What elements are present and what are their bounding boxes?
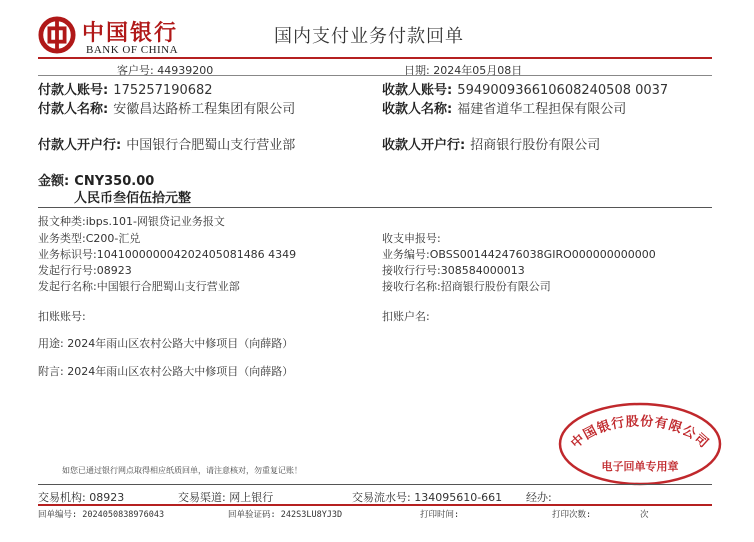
detail-value: ibps.101-网银贷记业务报文: [85, 215, 225, 228]
verify-code: 242S3LU8YJ3D: [280, 510, 343, 520]
detail-value: 308584000013: [440, 264, 525, 277]
verify-code-label: 回单验证码:: [228, 510, 276, 520]
detail-label: 发起行名称:: [38, 280, 97, 293]
payer-name-row: [38, 98, 295, 117]
payee-account: 594900936610608240508 0037: [457, 83, 669, 98]
footer-org: [38, 489, 124, 505]
print-count-label: 打印次数:: [552, 510, 592, 520]
divider: [38, 207, 712, 208]
payee-account-row: [382, 79, 668, 98]
deduct-account-row: [38, 308, 86, 324]
footer-serial: [352, 489, 502, 505]
detail-receive-bank-name: [382, 278, 551, 294]
payer-name-label: 付款人名称:: [38, 102, 109, 117]
detail-declaration-no: [382, 230, 441, 246]
footer-channel-label: 交易渠道:: [178, 491, 226, 504]
payer-name: 安徽昌达路桥工程集团有限公司: [113, 102, 296, 117]
purpose-row: [38, 335, 293, 351]
payer-bank-label: 付款人开户行:: [38, 138, 122, 153]
remark-label: 附言:: [38, 365, 64, 378]
payer-account-row: [38, 79, 213, 98]
divider: [38, 75, 712, 76]
footer-org-value: 08923: [89, 491, 125, 504]
print-time-label: 打印时间:: [420, 510, 460, 520]
detail-value: 中国银行合肥蜀山支行营业部: [96, 280, 240, 293]
detail-value: C200-汇兑: [85, 232, 141, 245]
payer-account-label: 付款人账号:: [38, 83, 109, 98]
brand-name-cn: 中国银行: [82, 20, 179, 46]
detail-business-id: [38, 246, 296, 262]
detail-business-no: [382, 246, 656, 262]
payer-bank-row: [38, 134, 295, 153]
detail-value: OBSS001442476038GIRO000000000000: [429, 248, 656, 261]
purpose-value: 2024年雨山区农村公路大中修项目（向薛路）: [67, 337, 294, 350]
footer-handler-label: 经办:: [526, 491, 552, 504]
footer-serial-label: 交易流水号:: [352, 491, 411, 504]
print-time-row: [420, 508, 459, 520]
print-count-row: [552, 508, 591, 520]
deduct-holder-label: 扣账户名:: [382, 310, 430, 323]
payee-account-label: 收款人账号:: [382, 83, 453, 98]
remark-row: [38, 363, 293, 379]
date-label: 日期:: [404, 64, 430, 77]
deduct-account-label: 扣账账号:: [38, 310, 86, 323]
customer-no-label: 客户号:: [117, 64, 154, 77]
amount-in-words: 人民币叁佰伍拾元整: [74, 191, 192, 206]
amount-value: CNY350.00: [74, 174, 155, 189]
seal-center-text: 电子回单专用章: [601, 460, 679, 473]
svg-text:中国银行股份有限公司: [568, 413, 713, 451]
date: 2024年05月08日: [433, 64, 523, 77]
bank-of-china-logo-icon: [38, 16, 76, 54]
detail-label: 报文种类:: [38, 215, 86, 228]
detail-label: 发起行行号:: [38, 264, 97, 277]
detail-label: 业务类型:: [38, 232, 86, 245]
footer-org-label: 交易机构:: [38, 491, 86, 504]
customer-no: 44939200: [157, 64, 214, 77]
page-title: 国内支付业务付款回单: [274, 26, 464, 47]
payee-name-row: [382, 98, 626, 117]
brand-name-en: BANK OF CHINA: [86, 44, 179, 56]
duplicate-notice: 如您已通过银行网点取得相应纸质回单，请注意核对，勿重复记账！: [62, 466, 302, 475]
seal-ring-text: 中国银行股份有限公司: [568, 414, 712, 452]
footer-divider: [38, 504, 712, 506]
footer-channel-value: 网上银行: [229, 491, 274, 504]
payee-bank: 招商银行股份有限公司: [470, 138, 601, 153]
receipt-no: 2024050838976043: [82, 510, 165, 520]
print-count-unit: 次: [640, 510, 649, 520]
detail-value: 104100000004202405081486 4349: [96, 248, 297, 261]
detail-label: 收支申报号:: [382, 232, 441, 245]
detail-value: 招商银行股份有限公司: [440, 280, 551, 293]
detail-message-type: [38, 213, 225, 229]
header-divider: [38, 57, 712, 59]
payee-name-label: 收款人名称:: [382, 102, 453, 117]
detail-label: 业务编号:: [382, 248, 430, 261]
receipt-no-label: 回单编号:: [38, 510, 78, 520]
footer-serial-value: 134095610-661: [414, 491, 503, 504]
footer-channel: [178, 489, 273, 505]
detail-label: 接收行行号:: [382, 264, 441, 277]
detail-receive-bank-no: [382, 262, 525, 278]
detail-business-type: [38, 230, 140, 246]
divider: [38, 484, 712, 485]
footer-handler: [526, 489, 552, 505]
detail-origin-bank-no: [38, 262, 132, 278]
detail-label: 业务标识号:: [38, 248, 97, 261]
payer-account: 175257190682: [113, 83, 213, 98]
payer-bank: 中国银行合肥蜀山支行营业部: [126, 138, 296, 153]
remark-value: 2024年雨山区农村公路大中修项目（向薛路）: [67, 365, 294, 378]
detail-origin-bank-name: [38, 278, 240, 294]
payee-name: 福建省道华工程担保有限公司: [457, 102, 627, 117]
deduct-holder-row: [382, 308, 430, 324]
payee-bank-label: 收款人开户行:: [382, 138, 466, 153]
official-seal-icon: [556, 400, 724, 486]
payee-bank-row: [382, 134, 600, 153]
verify-code-row: [228, 508, 342, 520]
purpose-label: 用途:: [38, 337, 64, 350]
receipt-no-row: [38, 508, 164, 520]
detail-value: 08923: [96, 264, 132, 277]
amount-label: 金额:: [38, 174, 70, 189]
detail-label: 接收行名称:: [382, 280, 441, 293]
